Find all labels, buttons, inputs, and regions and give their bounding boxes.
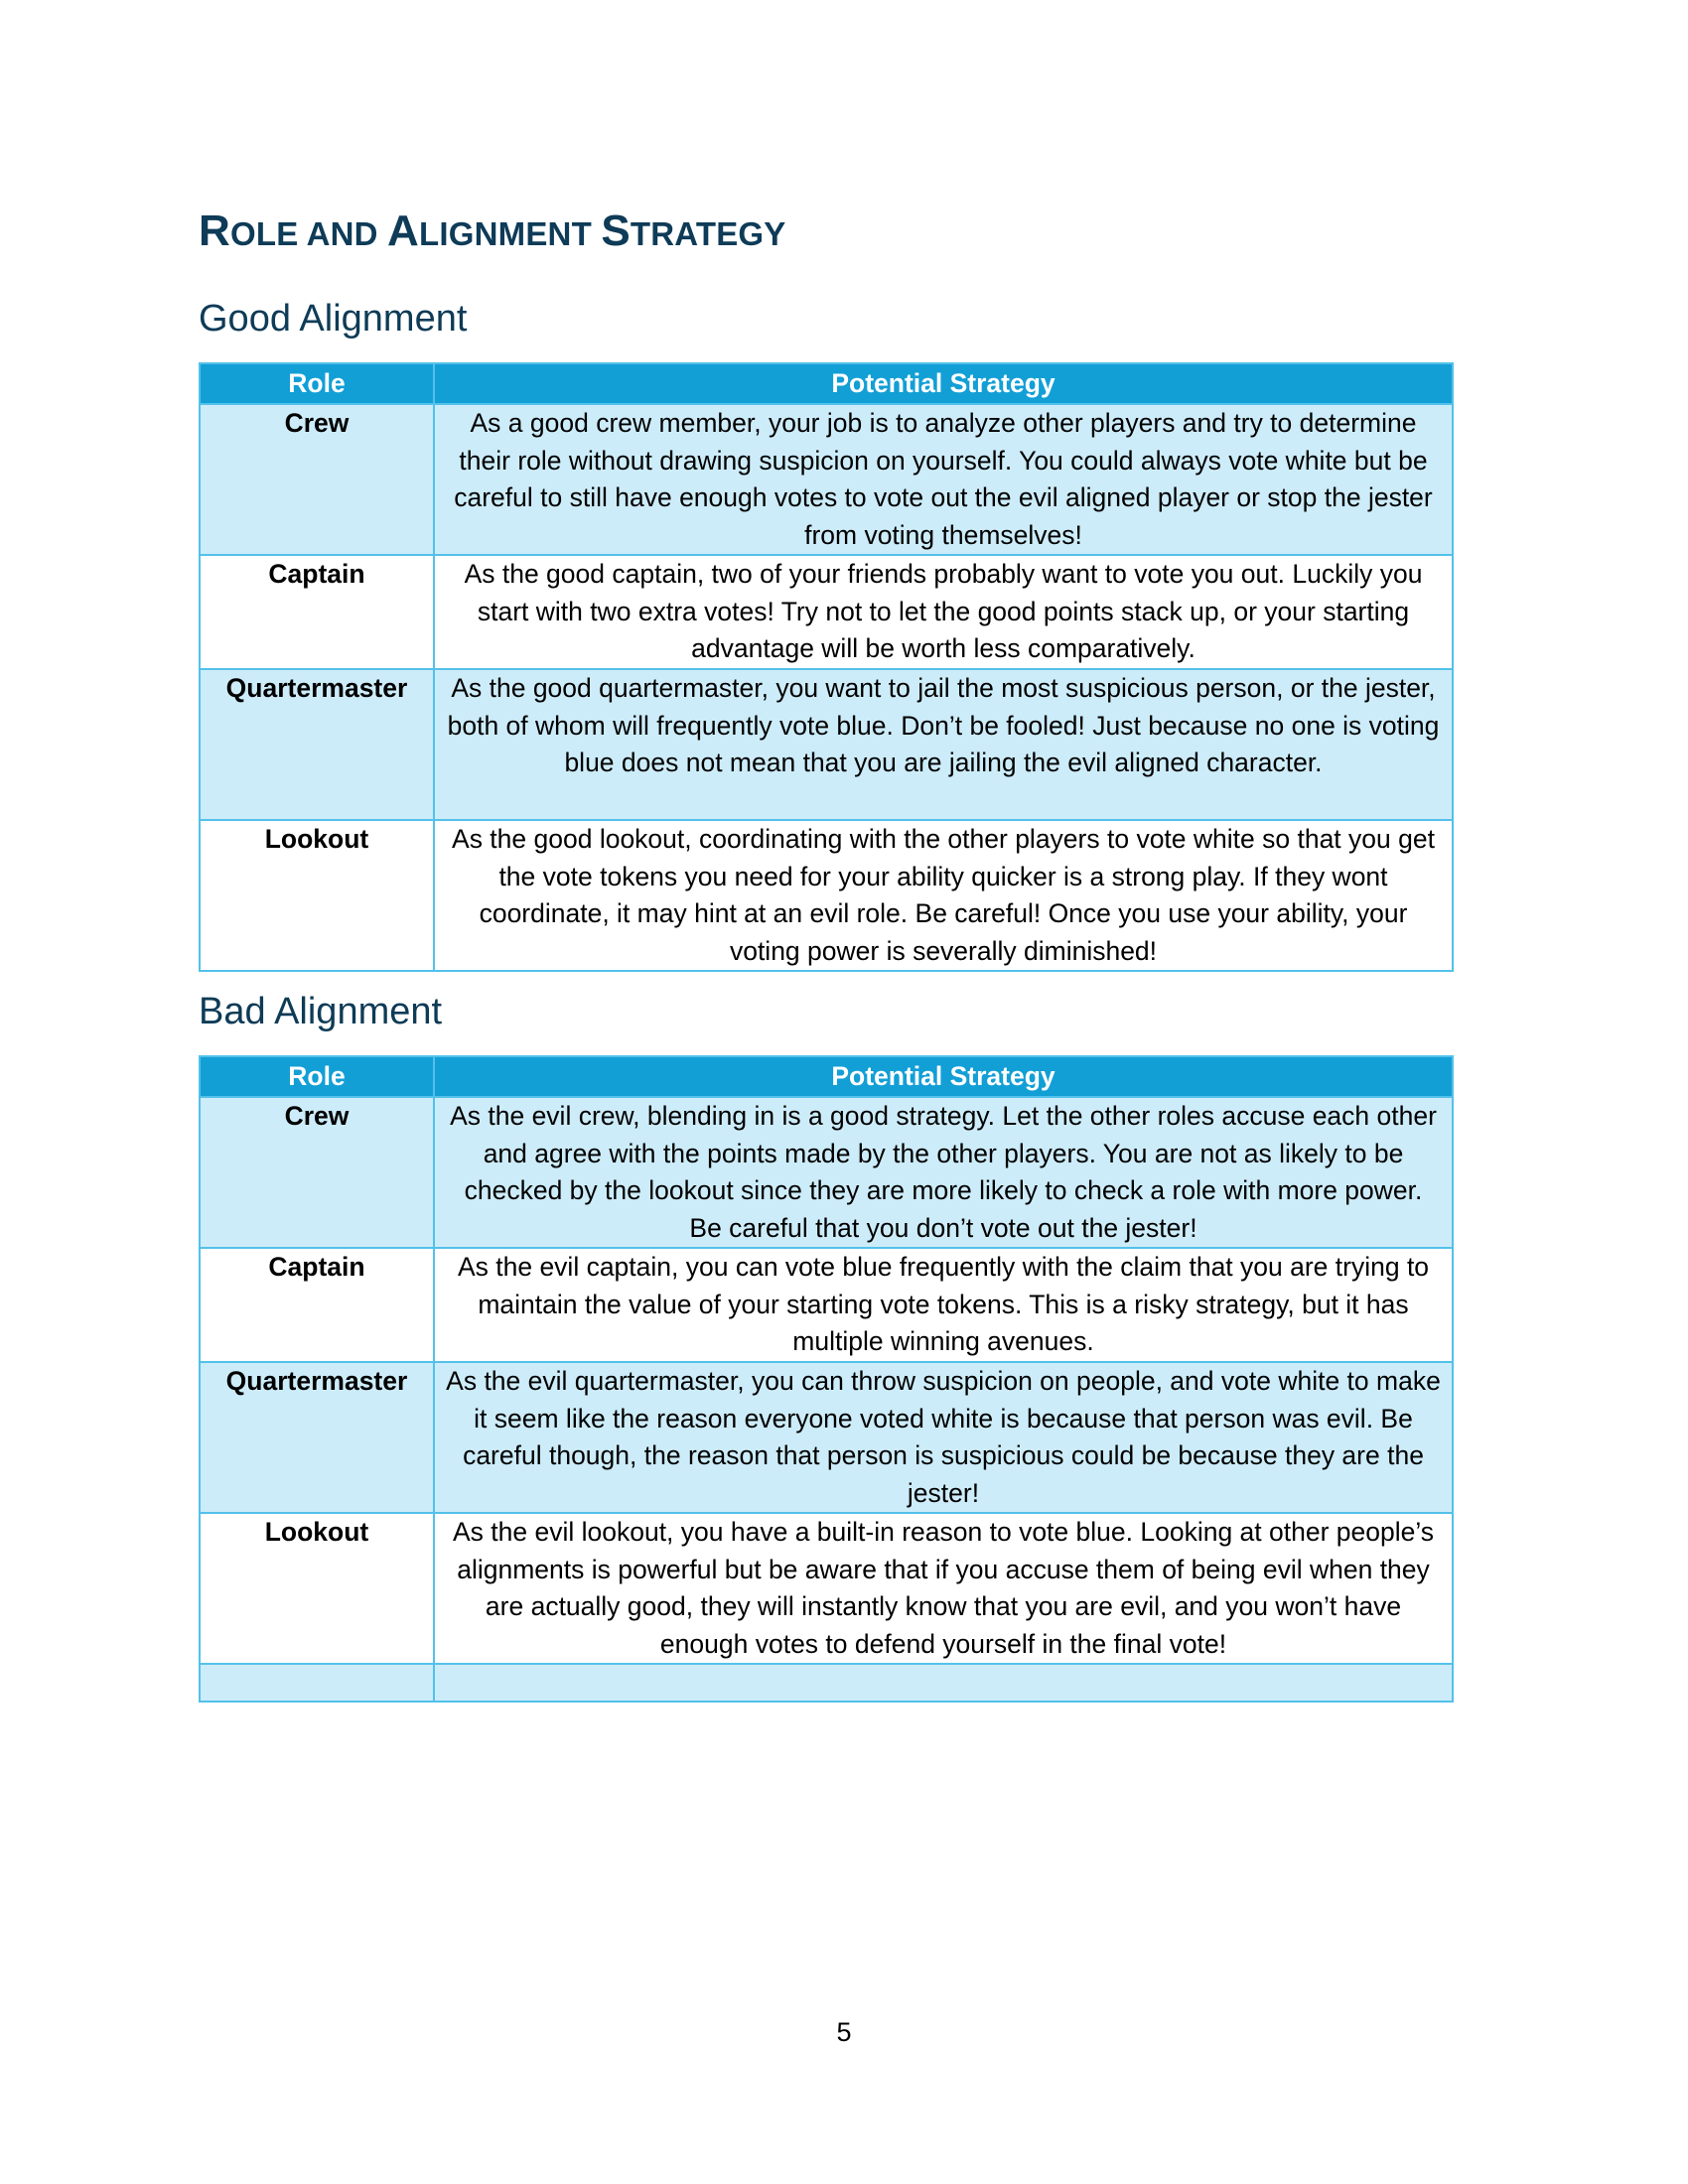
role-cell: Lookout xyxy=(200,1513,434,1664)
table-header-row xyxy=(200,363,1453,404)
role-cell: Crew xyxy=(200,1097,434,1248)
good-alignment-heading: Good Alignment xyxy=(199,298,468,340)
column-header-role: Role xyxy=(200,1056,434,1097)
table-row xyxy=(200,1513,1453,1664)
bad-alignment-heading: Bad Alignment xyxy=(199,991,443,1032)
role-cell: Captain xyxy=(200,555,434,669)
role-cell: Crew xyxy=(200,404,434,555)
column-header-strategy: Potential Strategy xyxy=(434,363,1453,404)
role-cell: Quartermaster xyxy=(200,1362,434,1513)
table-row xyxy=(200,555,1453,669)
role-cell: Captain xyxy=(200,1248,434,1362)
page-title xyxy=(199,206,786,256)
empty-role-cell xyxy=(200,1664,434,1702)
table-row xyxy=(200,820,1453,971)
title-part: ALIGNMENT xyxy=(387,206,602,255)
strategy-cell: As the good lookout, coordinating with the other players to vote white so that you get the vote tokens you need for your ability quicker is a strong play. If they wont coordinate, it may hint at an evil role. Be careful! Once you use your ability, your voting power is severally diminished! xyxy=(434,820,1453,971)
strategy-cell: As the good captain, two of your friends probably want to vote you out. Luckily you start with two extra votes! Try not to let the good points stack up, or your starting advantage will be worth less comparatively. xyxy=(434,555,1453,669)
role-cell: Quartermaster xyxy=(200,669,434,820)
column-header-role: Role xyxy=(200,363,434,404)
table-row xyxy=(200,1362,1453,1513)
table-header-row xyxy=(200,1056,1453,1097)
page-number: 5 xyxy=(836,2017,852,2047)
strategy-cell: As a good crew member, your job is to analyze other players and try to determine their role without drawing suspicion on yourself. You could always vote white but be careful to still have enough votes to vote out the evil aligned player or stop the jester from voting themselves! xyxy=(434,404,1453,555)
title-part: ROLE AND xyxy=(199,206,388,255)
table-row xyxy=(200,1097,1453,1248)
empty-row xyxy=(200,1664,1453,1702)
strategy-cell: As the evil lookout, you have a built-in reason to vote blue. Looking at other people’s alignments is powerful but be aware that if you accuse them of being evil when they are actually good, they will instantly know that you are evil, and you won’t have enough votes to defend yourself in the final vote! xyxy=(434,1513,1453,1664)
strategy-cell: As the good quartermaster, you want to jail the most suspicious person, or the jester, both of whom will frequently vote blue. Don’t be fooled! Just because no one is voting blue does not mean that you are jailing the evil aligned character. xyxy=(434,669,1453,820)
column-header-strategy: Potential Strategy xyxy=(434,1056,1453,1097)
bad-alignment-table xyxy=(199,1055,1454,1703)
role-cell: Lookout xyxy=(200,820,434,971)
strategy-cell: As the evil quartermaster, you can throw suspicion on people, and vote white to make it seem like the reason everyone voted white is because that person was evil. Be careful though, the reason that person is suspicious could be because they are the jester! xyxy=(434,1362,1453,1513)
good-alignment-table xyxy=(199,362,1454,972)
strategy-cell: As the evil crew, blending in is a good strategy. Let the other roles accuse each other and agree with the points made by the other players. You are not as likely to be checked by the lookout since they are more likely to check a role with more power. Be careful that you don’t vote out the jester! xyxy=(434,1097,1453,1248)
empty-strategy-cell xyxy=(434,1664,1453,1702)
strategy-cell: As the evil captain, you can vote blue frequently with the claim that you are trying to maintain the value of your starting vote tokens. This is a risky strategy, but it has multiple winning avenues. xyxy=(434,1248,1453,1362)
table-row xyxy=(200,1248,1453,1362)
table-row xyxy=(200,404,1453,555)
title-part: STRATEGY xyxy=(601,206,786,255)
table-row xyxy=(200,669,1453,820)
